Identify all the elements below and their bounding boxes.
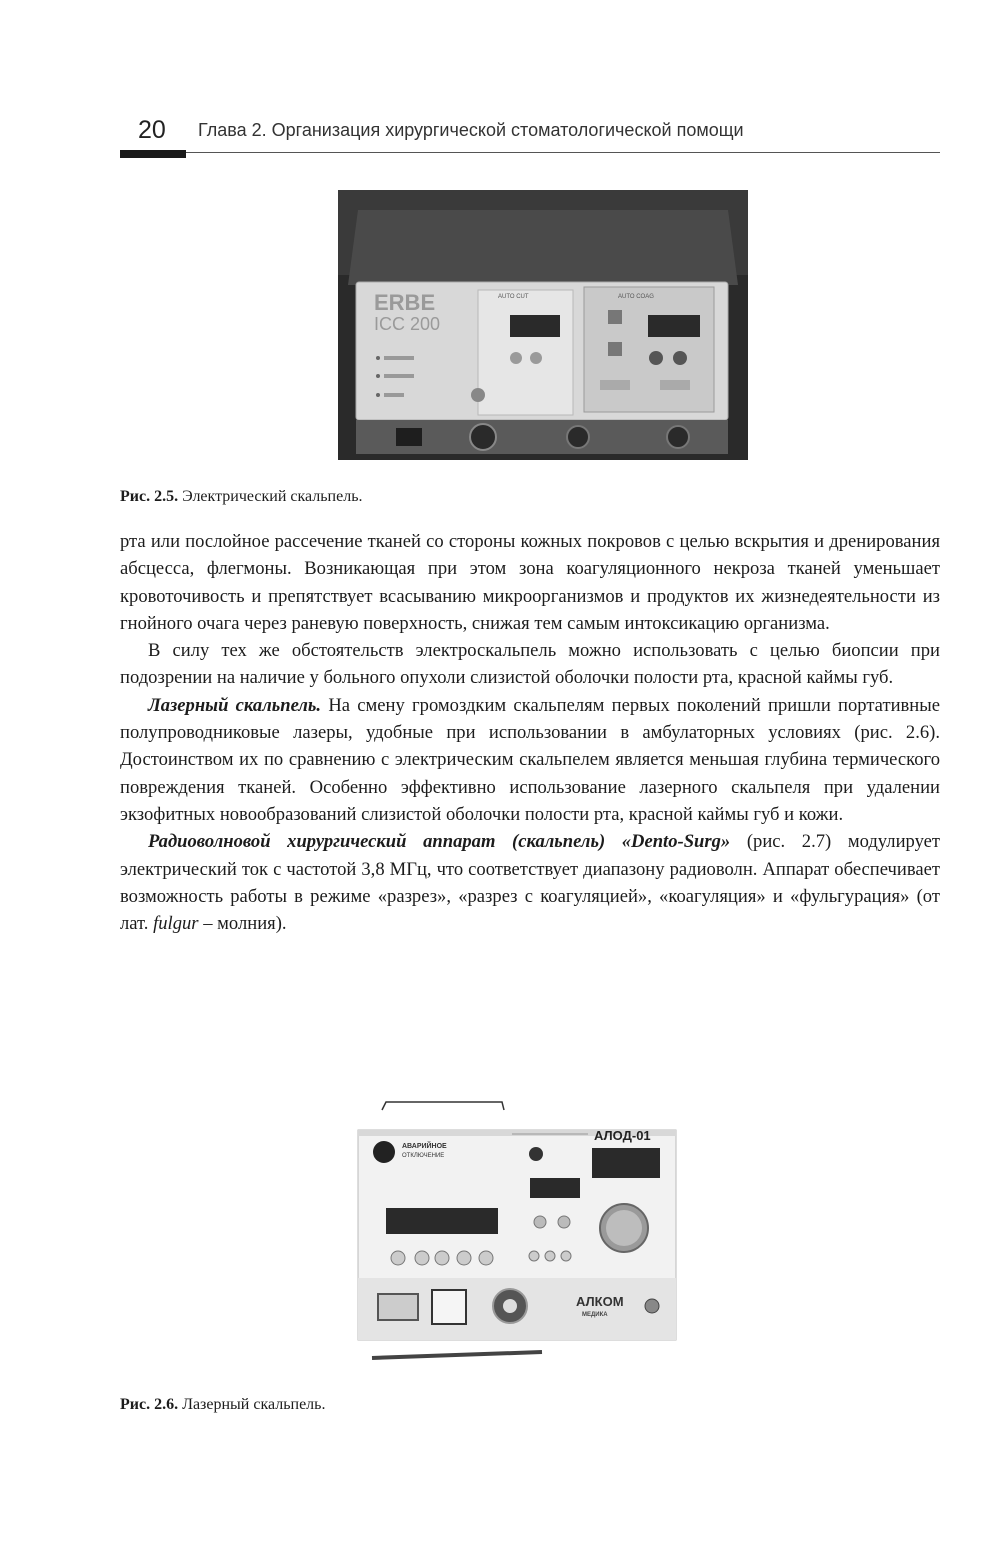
power-display (592, 1148, 660, 1178)
coag-display (648, 315, 700, 337)
device-model: ICC 200 (374, 314, 441, 334)
manufacturer-sub: МЕДИКА (582, 1312, 608, 1318)
page-number: 20 (138, 116, 166, 144)
header-rule (120, 152, 940, 153)
device-model: АЛОД-01 (594, 1128, 651, 1143)
auto-coag-label: AUTO COAG (618, 294, 654, 300)
mode-display (530, 1178, 580, 1198)
auto-cut-label: AUTO CUT (498, 294, 529, 300)
term-radiowave-device: Радиоволновой хирургический аппарат (скальпель) «Dento-Surg» (148, 831, 731, 853)
figure-laser-scalpel (352, 1100, 682, 1370)
device-brand: ERBE (374, 290, 436, 315)
body-text (120, 528, 940, 937)
latin-term: fulgur (153, 913, 199, 935)
figure-caption-2-6 (120, 1396, 325, 1414)
manufacturer-logo: АЛКОМ (576, 1294, 624, 1309)
paragraph: рта или послойное рассечение тканей со стороны кожных покровов с целью вскрытия и дренирования абсцесса, флегмоны. Возникающая при этом зона коагуляционного некроза тканей уменьшает кровоточивость и препятствует всасыванию микроорганизмов и продуктов их жизнедеятельности из гнойного очага через раневую поверхность, снижая тем самым интоксикацию организма. (120, 531, 940, 634)
caption-text: Электрический скальпель. (178, 488, 363, 505)
key-switch (378, 1294, 418, 1320)
paragraph: В силу тех же обстоятельств электроскальпель можно использовать с целью биопсии при подозрении на наличие у больного опухоли слизистой оболочки полости рта, красной каймы губ. (120, 640, 940, 689)
chapter-title: Глава 2. Организация хирургической стоматологической помощи (198, 120, 744, 140)
term-laser-scalpel: Лазерный скальпель. (148, 694, 322, 716)
figure-caption-2-5 (120, 488, 363, 506)
emergency-button (373, 1141, 395, 1163)
caption-label: Рис. 2.6. (120, 1396, 179, 1413)
paragraph: Лазерный скальпель. На смену громоздким скальпелям первых поколений пришли портативные полупроводниковые лазеры, удобные при использовании в амбулаторных условиях (рис. 2.6). Достоинством их по сравнению с электрическим скальпелем является меньшая глубина термического повреждения тканей. Особенно эффективно использование лазерного скальпеля при удалении экзофитных новообразований слизистой оболочки полости рта, красной каймы губ и кожи. (120, 694, 941, 825)
emergency-label-1: АВАРИЙНОЕ (402, 1143, 447, 1150)
caption-label: Рис. 2.5. (120, 488, 179, 505)
cut-display (510, 315, 560, 337)
running-header (120, 116, 940, 152)
emergency-label-2: ОТКЛЮЧЕНИЕ (402, 1153, 445, 1159)
caption-text: Лазерный скальпель. (178, 1396, 326, 1413)
parameter-display (386, 1208, 498, 1234)
laser-warning-sign (432, 1290, 466, 1324)
paragraph: Радиоволновой хирургический аппарат (скальпель) «Dento-Surg» (рис. 2.7) модулирует электрический ток с частотой 3,8 МГц, что соответствует диапазону радиоволн. Аппарат обеспечивает возможность работы в режиме «разрез», «разрез с коагуляцией», «коагуляция» и «фульгурация» (от лат. fulgur – молния). (120, 831, 940, 935)
header-rule-accent (120, 150, 186, 158)
figure-electric-scalpel (338, 190, 748, 460)
